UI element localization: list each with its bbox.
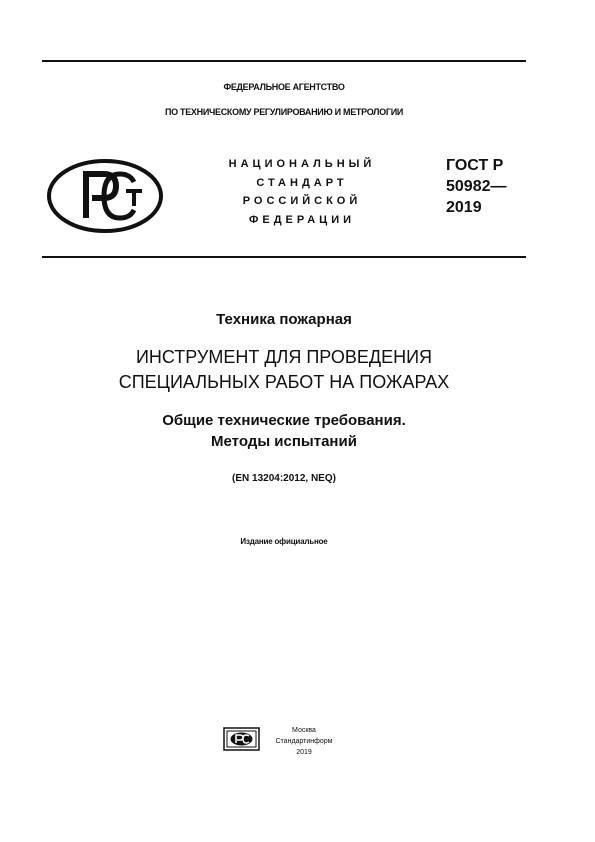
publisher-year: 2019 bbox=[296, 749, 312, 756]
national-standard-line-3: РОССИЙСКОЙ bbox=[242, 195, 362, 207]
national-standard-line-4: ФЕДЕРАЦИИ bbox=[248, 213, 356, 226]
designation-line-2: 50982— bbox=[446, 178, 507, 195]
publisher-name: Стандартинформ bbox=[275, 738, 333, 745]
document-subtitle bbox=[42, 410, 526, 452]
document-title bbox=[42, 345, 526, 395]
national-standard-line-1: НАЦИОНАЛЬНЫЙ bbox=[228, 158, 376, 170]
agency-line-2: ПО ТЕХНИЧЕСКОМУ РЕГУЛИРОВАНИЮ И МЕТРОЛОГИИ bbox=[164, 107, 404, 117]
middle-divider bbox=[42, 256, 526, 258]
national-standard-label bbox=[212, 155, 392, 229]
standard-designation bbox=[446, 155, 507, 218]
rst-certification-mark-icon bbox=[46, 158, 164, 234]
standartinform-logo-icon bbox=[223, 727, 260, 751]
publisher-block bbox=[264, 725, 344, 758]
subtitle-line-2: Методы испытаний bbox=[211, 433, 357, 450]
designation-line-3: 2019 bbox=[446, 199, 482, 216]
subject-heading: Техника пожарная bbox=[216, 311, 352, 328]
designation-line-1: ГОСТ Р bbox=[446, 157, 504, 174]
national-standard-line-2: СТАНДАРТ bbox=[256, 176, 348, 189]
edition-note: Издание официальное bbox=[240, 537, 328, 546]
title-line-1: ИНСТРУМЕНТ ДЛЯ ПРОВЕДЕНИЯ bbox=[135, 347, 433, 367]
top-divider bbox=[42, 60, 526, 62]
publisher-city: Москва bbox=[292, 727, 316, 734]
title-line-2: СПЕЦИАЛЬНЫХ РАБОТ НА ПОЖАРАХ bbox=[118, 372, 450, 392]
subtitle-line-1: Общие технические требования. bbox=[162, 412, 406, 429]
international-reference: (EN 13204:2012, NEQ) bbox=[232, 473, 336, 484]
agency-line-1: ФЕДЕРАЛЬНОЕ АГЕНТСТВО bbox=[223, 82, 345, 92]
